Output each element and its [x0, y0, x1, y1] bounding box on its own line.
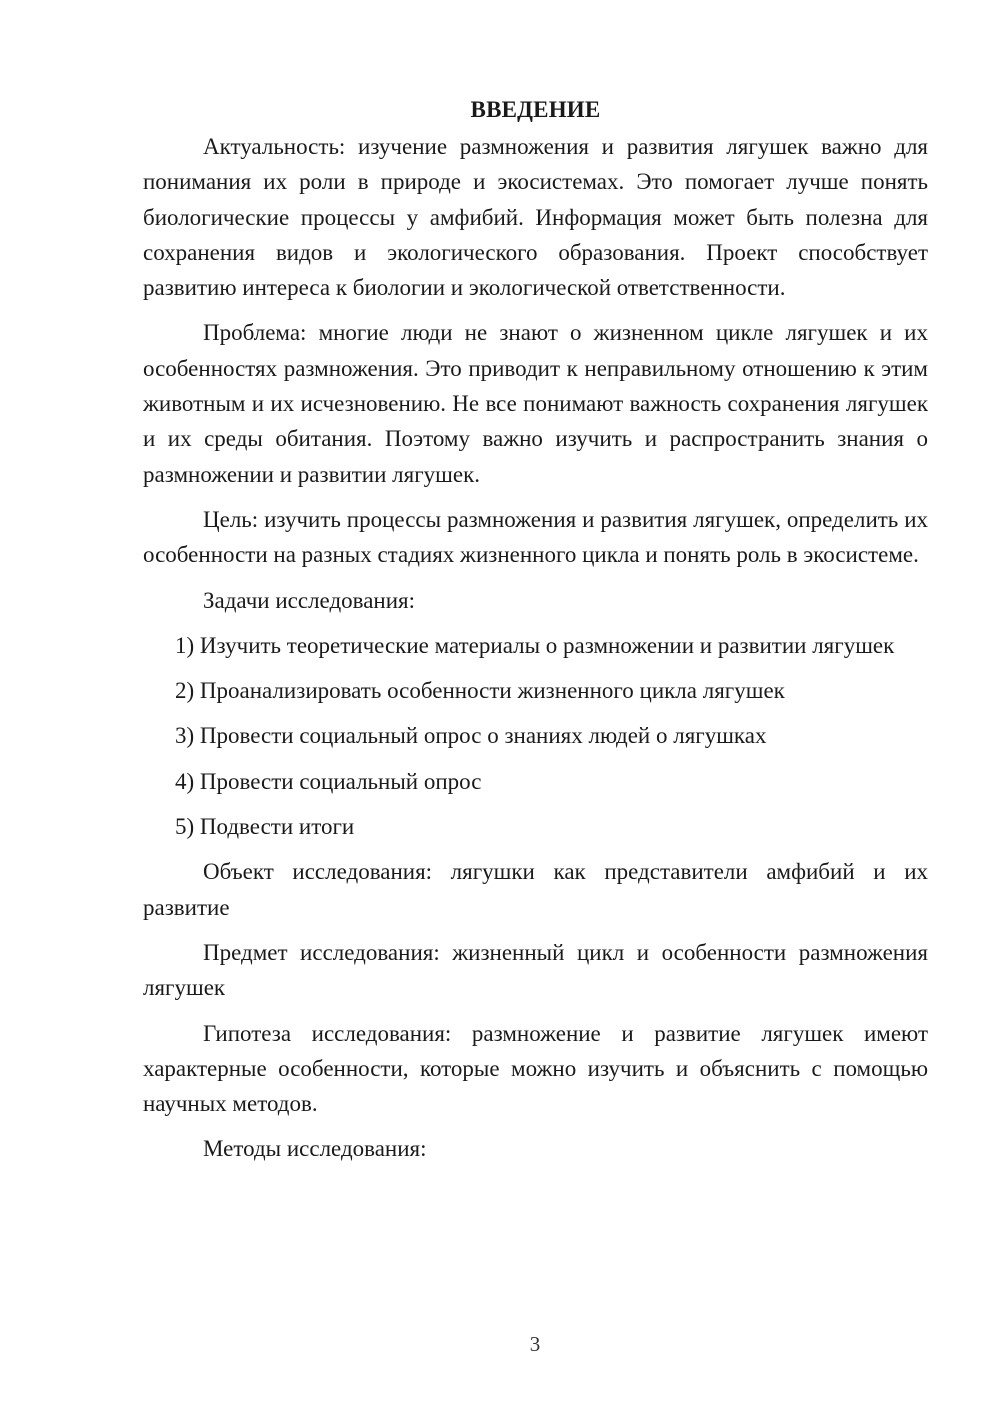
task-item-2: 2) Проанализировать особенности жизненного цикла лягушек	[175, 678, 785, 704]
object-paragraph: Объект исследования: лягушки как представители амфибий и их развитие	[143, 859, 928, 920]
tasks-heading: Задачи исследования:	[203, 587, 416, 613]
methods-heading: Методы исследования:	[203, 1136, 427, 1162]
task-item-3: 3) Провести социальный опрос о знаниях людей о лягушках	[175, 723, 767, 749]
problem-paragraph: Проблема: многие люди не знают о жизненном цикле лягушек и их особенностях размножения. Это приводит к неправильному отношению к этим животным и их исчезновению. Не все понимают важность сохранения лягушек и их среды обитания. Поэтому важно изучить и распространить знания о размножении и развитии лягушек.	[143, 320, 928, 487]
subject-paragraph: Предмет исследования: жизненный цикл и особенности размножения лягушек	[143, 939, 928, 1001]
task-item-1: 1) Изучить теоретические материалы о размножении и развитии лягушек	[175, 632, 895, 658]
hypothesis-paragraph: Гипотеза исследования: размножение и развитие лягушек имеют характерные особенности, которые можно изучить и объяснить с помощью научных методов.	[143, 1020, 928, 1117]
section-title: ВВЕДЕНИЕ	[470, 97, 601, 122]
task-item-4: 4) Провести социальный опрос	[175, 768, 482, 794]
page-number: 3	[529, 1332, 541, 1356]
page-content	[143, 92, 928, 1177]
relevance-paragraph: Актуальность: изучение размножения и развития лягушек важно для понимания их роли в природе и экосистемах. Это помогает лучше понять биологические процессы у амфибий. Информация может быть полезна для сохранения видов и экологического образования. Проект способствует развитию интереса к биологии и экологической ответственности.	[143, 134, 928, 301]
goal-paragraph: Цель: изучить процессы размножения и развития лягушек, определить их особенности на разных стадиях жизненного цикла и понять роль в экосистеме.	[143, 506, 928, 568]
task-item-5: 5) Подвести итоги	[175, 814, 355, 840]
